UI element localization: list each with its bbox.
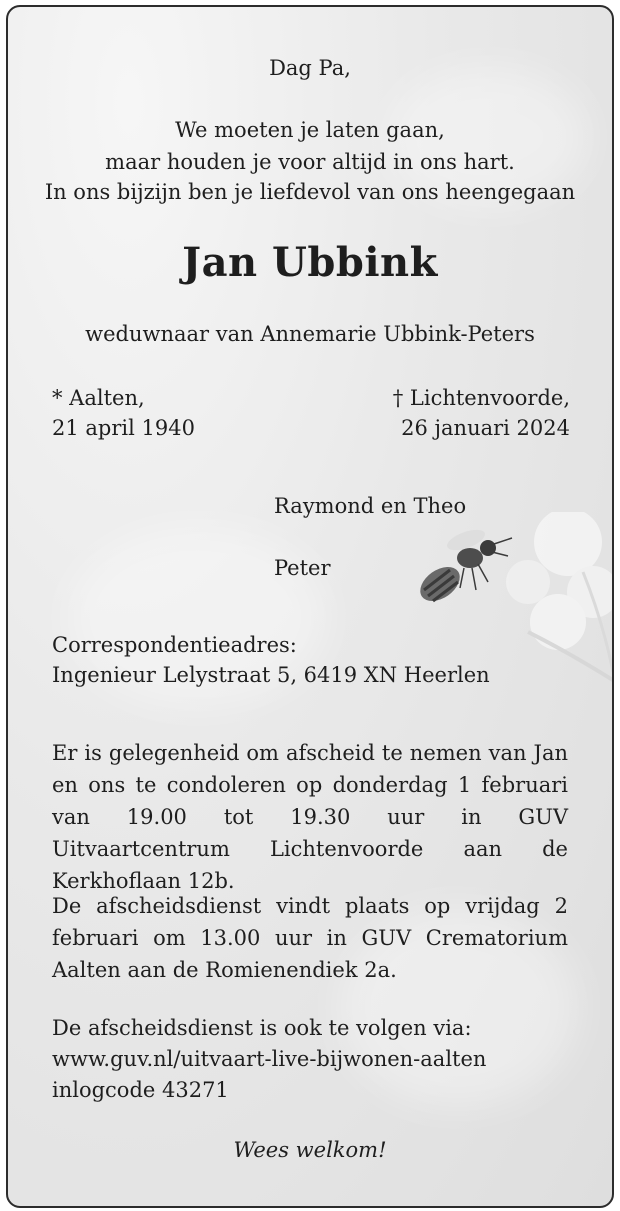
correspondence-address: Ingenieur Lelystraat 5, 6419 XN Heerlen [52,663,490,687]
widower-line: weduwnaar van Annemarie Ubbink-Peters [85,322,535,346]
poem-line: maar houden je voor altijd in ons hart. [105,150,515,174]
livestream-url: www.guv.nl/uitvaart-live-bijwonen-aalten [52,1047,487,1071]
birth-place: * Aalten, [52,386,145,410]
obituary-card [6,5,614,1208]
closing-line: Wees welkom! [233,1138,387,1162]
poem-line: We moeten je laten gaan, [175,118,445,142]
death-place: † Lichtenvoorde, [392,386,570,410]
greeting: Dag Pa, [269,56,351,80]
service-paragraph: De afscheidsdienst vindt plaats op vrijdag 2 februari om 13.00 uur in GUV Crematorium Aalten aan de Romienendiek 2a. [52,894,568,982]
birth-date: 21 april 1940 [52,416,195,440]
poem-line: In ons bijzijn ben je liefdevol van ons heengegaan [44,180,576,204]
livestream-code: inlogcode 43271 [52,1078,229,1102]
family-names: Raymond en Theo [274,494,467,518]
condolence-paragraph: Er is gelegenheid om afscheid te nemen van Jan en ons te condoleren op donderdag 1 februari van 19.00 tot 19.30 uur in GUV Uitvaartcentrum Lichtenvoorde aan de Kerkhoflaan 12b. [52,741,568,893]
deceased-name: Jan Ubbink [182,239,438,286]
family-names: Peter [274,556,331,580]
livestream-intro: De afscheidsdienst is ook te volgen via: [52,1016,472,1040]
correspondence-label: Correspondentieadres: [52,633,297,657]
death-date: 26 januari 2024 [401,416,570,440]
